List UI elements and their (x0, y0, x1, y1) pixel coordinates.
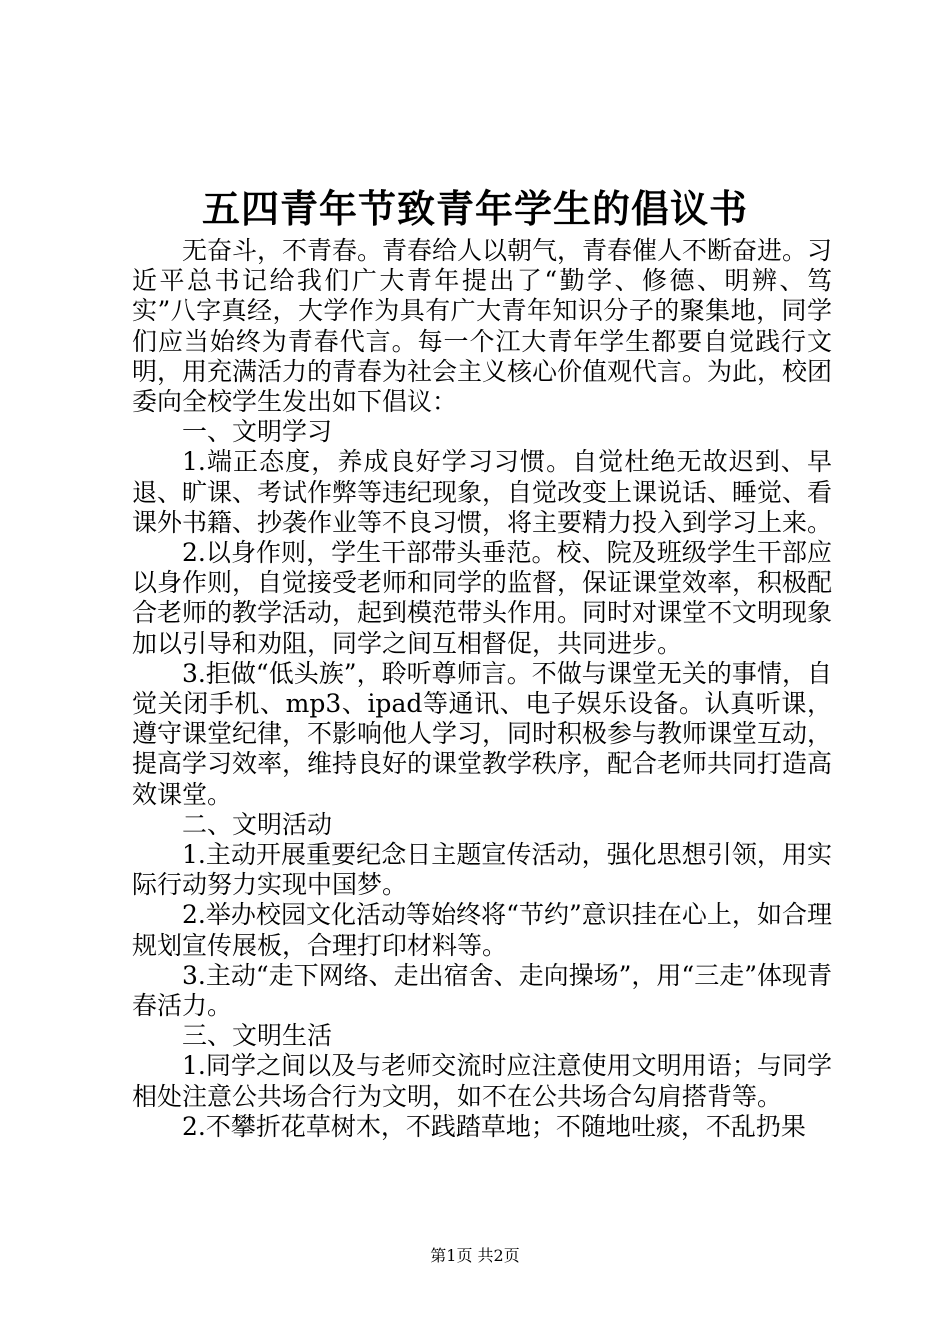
activities-item-2: 2.举办校园文化活动等始终将“节约”意识挂在心上，如合理规划宣传展板，合理打印材料等。 (132, 900, 832, 960)
activities-item-3: 3.主动“走下网络、走出宿舍、走向操场”，用“三走”体现青春活力。 (132, 960, 832, 1021)
life-item-2: 2.不攀折花草树木，不践踏草地；不随地吐痰，不乱扔果 (182, 1111, 806, 1141)
life-item-1: 1.同学之间以及与老师交流时应注意使用文明用语；与同学相处注意公共场合行为文明，如不在公共场合勾肩搭背等。 (132, 1051, 832, 1111)
activities-item-1: 1.主动开展重要纪念日主题宣传活动，强化思想引领，用实际行动努力实现中国梦。 (132, 840, 832, 900)
section-heading-life: 三、文明生活 (182, 1021, 333, 1051)
section-heading-activities: 二、文明活动 (182, 809, 333, 839)
section-heading-study: 一、文明学习 (182, 417, 333, 447)
study-item-3: 3.拒做“低头族”，聆听尊师言。不做与课堂无关的事情，自觉关闭手机、mp3、ipad等通讯、电子娱乐设备。认真听课，遵守课堂纪律，不影响他人学习，同时积极参与教师课堂互动，提高学习效率，维持良好的课堂教学秩序，配合老师共同打造高效课堂。 (132, 658, 833, 809)
study-item-1: 1.端正态度，养成良好学习习惯。自觉杜绝无故迟到、早退、旷课、考试作弊等违纪现象，自觉改变上课说话、睡觉、看课外书籍、抄袭作业等不良习惯，将主要精力投入到学习上来。 (132, 447, 833, 537)
page-footer: 第1页 共2页 (430, 1246, 520, 1265)
intro-paragraph: 无奋斗，不青春。青春给人以朝气，青春催人不断奋进。习近平总书记给我们广大青年提出了“勤学、修德、明辨、笃实”八字真经，大学作为具有广大青年知识分子的聚集地，同学们应当始终为青春代言。每一个江大青年学生都要自觉践行文明，用充满活力的青春为社会主义核心价值观代言。为此，校团委向全校学生发出如下倡议： (132, 236, 833, 417)
document-title: 五四青年节致青年学生的倡议书 (201, 186, 748, 231)
study-item-2: 2.以身作则，学生干部带头垂范。校、院及班级学生干部应以身作则，自觉接受老师和同学的监督，保证课堂效率，积极配合老师的教学活动，起到模范带头作用。同时对课堂不文明现象加以引导和劝阻，同学之间互相督促，共同进步。 (132, 538, 833, 658)
document-body (132, 236, 832, 1142)
